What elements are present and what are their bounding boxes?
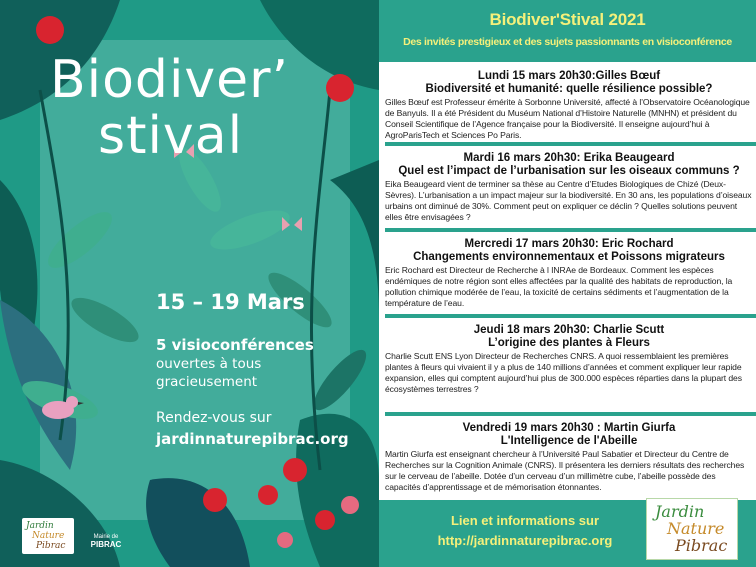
event-description: Gilles Bœuf est Professeur émérite à Sorbonne Université, affecté à l’Observatoire Océanologique de Banyuls. Il a été Président du Muséum National d’Histoire Naturelle (MNHN) et président du Conseil Scientifique de l’Agence française pour la Biodiversité. Il enseigne aujourd’hui à AgroParisTech et Sciences Po Paris. — [385, 97, 750, 140]
event-item — [385, 152, 753, 223]
jardin-nature-logo — [646, 498, 738, 560]
panel-title: Biodiver'Stival 2021 — [489, 10, 646, 29]
event-separator — [385, 412, 756, 416]
event-description: Eric Rochard est Directeur de Recherche à l INRAe de Bordeaux. Comment les espèces endémiques de notre région sont elles affectées par la qualité des habitats de reproduction, la pollution chimique modérée de l’eau, la toxicité de certains sédiments et l’augmentation de la température de l’eau. — [385, 265, 733, 308]
panel-subtitle: Des invités prestigieux et des sujets passionnants en visioconférence — [403, 36, 732, 48]
event-subject: L’origine des plantes à Fleurs — [488, 337, 650, 349]
poster-rdv: Rendez-vous sur — [156, 410, 272, 426]
event-description: Charlie Scutt ENS Lyon Directeur de Recherches CNRS. A quoi ressemblaient les premières plantes à fleurs qui vivaient il y a plus de 140 millions d’années et comment expliquer leur rapide expansion, elles qui comptent aujourd’hui plus de 300.000 espèces réparties dans la plupart des écosystèmes terrestres ? — [385, 351, 742, 394]
pibrac-logo-small: Mairie de — [93, 534, 119, 540]
logo-big-line1: Jardin — [655, 502, 705, 521]
logo-big-line3: Pibrac — [675, 536, 728, 555]
logo-small-line3: Pibrac — [36, 541, 66, 551]
event-item — [385, 70, 753, 141]
pibrac-logo — [86, 520, 126, 554]
pibrac-logo-text: PIBRAC — [90, 540, 122, 549]
poster-visio-line3: gracieusement — [156, 374, 258, 390]
event-item — [385, 324, 753, 395]
event-subject: L'Intelligence de l'Abeille — [500, 435, 638, 447]
event-description: Eika Beaugeard vient de terminer sa thèse au Centre d’Etudes Biologiques de Chizé (Deux-Sèvres). L’urbanisation a un impact majeur sur la biodiversité. En 30 ans, les populations d’oiseaux urbains ont diminué de 30%. Comment peut on expliquer ce déclin ? Quelles solutions peuvent elles être envisagées ? — [385, 179, 752, 222]
events-list — [385, 62, 756, 500]
poster-dates: 15 – 19 Mars — [156, 290, 305, 314]
poster-visio-count: 5 visioconférences — [156, 336, 314, 354]
event-date: Jeudi 18 mars 20h30: Charlie Scutt — [473, 324, 665, 336]
event-separator — [385, 314, 756, 318]
event-date: Mercredi 17 mars 20h30: Eric Rochard — [464, 238, 674, 250]
logo-small-line2: Nature — [32, 531, 65, 541]
event-subject: Quel est l’impact de l’urbanisation sur les oiseaux communs ? — [398, 165, 740, 177]
info-url-link[interactable]: http://jardinnaturepibrac.org — [437, 533, 613, 548]
event-item — [385, 422, 753, 493]
info-title: Lien et informations sur — [450, 513, 600, 528]
poster-visio-line2: ouvertes à tous — [156, 356, 262, 372]
event-description: Martin Giurfa est enseignant chercheur à l’Université Paul Sabatier et Directeur du Centre de Recherches sur la Cognition Animale (CNRS). Il présentera les derniers résultats des recherches sur le cerveau de l’abeille. Dotée d’un cerveau d’un millimètre cube, l’abeille possède des capacités d’apprentissage et de mémorisation étonnantes. — [385, 449, 745, 492]
event-date: Vendredi 19 mars 20h30 : Martin Giurfa — [462, 422, 676, 434]
logo-small-line1: Jardin — [26, 521, 54, 531]
event-subject: Changements environnementaux et Poissons migrateurs — [413, 251, 725, 263]
event-subject: Biodiversité et humanité: quelle résilience possible? — [425, 83, 713, 95]
event-separator — [385, 142, 756, 146]
event-item — [385, 238, 753, 309]
poster-website: jardinnaturepibrac.org — [156, 430, 349, 448]
event-date: Lundi 15 mars 20h30:Gilles Bœuf — [477, 70, 661, 82]
event-separator — [385, 228, 756, 232]
logo-big-line2: Nature — [667, 519, 725, 538]
event-date: Mardi 16 mars 20h30: Erika Beaugeard — [463, 152, 675, 164]
jardin-nature-logo-small — [22, 518, 74, 554]
poster-title-line1: Biodiver’ — [50, 50, 290, 110]
poster-title-line2: stival — [98, 106, 244, 166]
